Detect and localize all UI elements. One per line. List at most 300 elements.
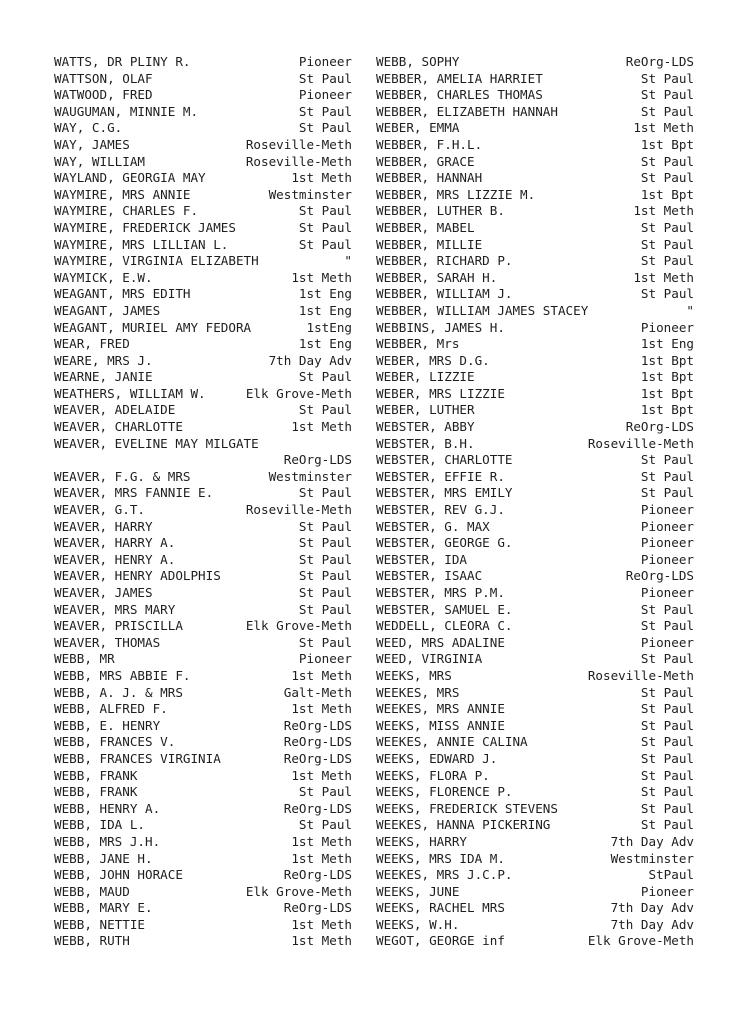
- directory-entry: [54, 618, 352, 635]
- entry-name: WAUGUMAN, MINNIE M.: [54, 103, 199, 119]
- entry-name: WEAVER, CHARLOTTE: [54, 419, 183, 435]
- entry-church: 1stEng: [306, 319, 352, 335]
- directory-entry: [54, 884, 352, 901]
- directory-entry: [54, 220, 352, 237]
- entry-church: ReOrg-LDS: [625, 568, 694, 584]
- entry-church: St Paul: [640, 219, 694, 235]
- entry-church: Pioneer: [640, 551, 694, 567]
- entry-name: WAYMICK, E.W.: [54, 269, 153, 285]
- directory-entry: [54, 651, 352, 668]
- entry-name: WEBB, SOPHY: [376, 54, 460, 69]
- entry-name: WAYLAND, GEORGIA MAY: [54, 170, 206, 186]
- entry-church: St Paul: [640, 452, 694, 468]
- entry-church: 1st Meth: [291, 916, 352, 932]
- entry-name: WEEKS, FLORENCE P.: [376, 784, 513, 800]
- entry-name: WEBBER, CHARLES THOMAS: [376, 87, 543, 103]
- entry-church: Roseville-Meth: [587, 667, 694, 683]
- entry-church: St Paul: [640, 485, 694, 501]
- entry-church: ReOrg-LDS: [283, 800, 352, 816]
- entry-name: WEAVER, HENRY A.: [54, 551, 176, 567]
- entry-church: Pioneer: [640, 535, 694, 551]
- entry-church: ReOrg-LDS: [283, 867, 352, 883]
- entry-church: St Paul: [298, 369, 352, 385]
- entry-name: WATTS, DR PLINY R.: [54, 54, 191, 69]
- directory-entry: [54, 54, 352, 71]
- entry-name: WEBB, FRANCES VIRGINIA: [54, 750, 221, 766]
- entry-name: WEBBER, AMELIA HARRIET: [376, 70, 543, 86]
- entry-name: WEBB, MARY E.: [54, 900, 153, 916]
- entry-church: St Paul: [640, 286, 694, 302]
- directory-entry: [54, 685, 352, 702]
- entry-church: St Paul: [640, 800, 694, 816]
- directory-entry: [376, 187, 694, 204]
- entry-name: WEAGANT, MRS EDITH: [54, 286, 191, 302]
- entry-church: ReOrg-LDS: [283, 717, 352, 733]
- directory-entry: [376, 784, 694, 801]
- entry-name: WEBB, FRANK: [54, 784, 138, 800]
- directory-entry: [54, 286, 352, 303]
- entry-church: 7th Day Adv: [610, 916, 694, 932]
- directory-entry: [376, 386, 694, 403]
- entry-church: 1st Eng: [298, 302, 352, 318]
- entry-church: ReOrg-LDS: [283, 452, 352, 468]
- entry-church: 1st Meth: [291, 701, 352, 717]
- directory-entry: [54, 519, 352, 536]
- directory-entry: [54, 568, 352, 585]
- entry-church: St Paul: [640, 70, 694, 86]
- entry-church: ReOrg-LDS: [283, 900, 352, 916]
- directory-entry: [54, 602, 352, 619]
- entry-church: Roseville-Meth: [245, 136, 352, 152]
- entry-church: 1st Eng: [298, 286, 352, 302]
- directory-entry: [54, 535, 352, 552]
- entry-church: St Paul: [298, 236, 352, 252]
- entry-church: St Paul: [298, 784, 352, 800]
- directory-entry: [54, 369, 352, 386]
- directory-entry: [376, 154, 694, 171]
- entry-church: 1st Eng: [640, 336, 694, 352]
- entry-name: WEEKES, ANNIE CALINA: [376, 734, 528, 750]
- directory-entry: [376, 884, 694, 901]
- entry-church: St Paul: [298, 203, 352, 219]
- entry-name: WEEKS, HARRY: [376, 833, 467, 849]
- entry-name: WEBSTER, ABBY: [376, 419, 475, 435]
- entry-name: WEATHERS, WILLIAM W.: [54, 385, 206, 401]
- directory-entry: [54, 402, 352, 419]
- entry-church: St Paul: [640, 784, 694, 800]
- entry-name: WATWOOD, FRED: [54, 87, 153, 103]
- entry-name: WEED, VIRGINIA: [376, 651, 483, 667]
- entry-name: WEBB, NETTIE: [54, 916, 145, 932]
- entry-church: Pioneer: [640, 502, 694, 518]
- entry-church: Pioneer: [298, 651, 352, 667]
- entry-church: Pioneer: [640, 518, 694, 534]
- entry-church: 7th Day Adv: [610, 900, 694, 916]
- entry-name: WEAVER, HARRY: [54, 518, 153, 534]
- entry-church: 7th Day Adv: [610, 833, 694, 849]
- entry-name: WEBBER, GRACE: [376, 153, 475, 169]
- directory-entry: [54, 303, 352, 320]
- entry-church: Westminster: [268, 468, 352, 484]
- entry-church: St Paul: [640, 750, 694, 766]
- entry-church: St Paul: [298, 518, 352, 534]
- directory-entry: [376, 353, 694, 370]
- directory-entry: [54, 419, 352, 436]
- directory-entry: [376, 618, 694, 635]
- directory-entry: [376, 469, 694, 486]
- entry-name: WEAVER, JAMES: [54, 585, 153, 600]
- directory-entry: [376, 87, 694, 104]
- entry-church: StPaul: [648, 867, 694, 883]
- entry-name: WEBSTER, ISAAC: [376, 568, 483, 584]
- directory-entry: [54, 104, 352, 121]
- entry-name: WEAVER, ADELAIDE: [54, 402, 176, 418]
- directory-entry: [376, 336, 694, 353]
- entry-church: Westminster: [610, 850, 694, 866]
- entry-name: WEEKS, FREDERICK STEVENS: [376, 800, 558, 816]
- entry-church: St Paul: [640, 236, 694, 252]
- entry-name: WEEKS, RACHEL MRS: [376, 900, 505, 916]
- entry-church: St Paul: [298, 535, 352, 551]
- directory-entry: [376, 170, 694, 187]
- entry-church: 1st Eng: [298, 336, 352, 352]
- directory-entry: [54, 768, 352, 785]
- directory-entry: [376, 817, 694, 834]
- entry-church: St Paul: [298, 485, 352, 501]
- directory-entry: [54, 187, 352, 204]
- directory-entry: [376, 270, 694, 287]
- entry-church: Pioneer: [298, 54, 352, 69]
- entry-church: ReOrg-LDS: [283, 734, 352, 750]
- directory-entry: [54, 469, 352, 486]
- entry-name: WEBB, A. J. & MRS: [54, 684, 183, 700]
- entry-name: WEBSTER, GEORGE G.: [376, 535, 513, 551]
- directory-entry: [376, 685, 694, 702]
- entry-name: WEBB, FRANK: [54, 767, 138, 783]
- entry-church: St Paul: [298, 402, 352, 418]
- directory-entry: [54, 834, 352, 851]
- entry-church: 1st Bpt: [640, 352, 694, 368]
- entry-name: WEAVER, HENRY ADOLPHIS: [54, 568, 221, 584]
- entry-name: WEBBER, ELIZABETH HANNAH: [376, 103, 558, 119]
- entry-name: WEAVER, HARRY A.: [54, 535, 176, 551]
- entry-name: WEAR, FRED: [54, 336, 130, 352]
- entry-name: WEBER, MRS D.G.: [376, 352, 490, 368]
- entry-church: St Paul: [298, 568, 352, 584]
- entry-name: WEBBER, RICHARD P.: [376, 253, 513, 269]
- entry-name: WEBB, FRANCES V.: [54, 734, 176, 750]
- entry-name: WEBB, JANE H.: [54, 850, 153, 866]
- entry-name: WEEKS, W.H.: [376, 916, 460, 932]
- entry-church: ": [344, 253, 352, 269]
- entry-church: Pioneer: [640, 634, 694, 650]
- entry-name: WEBSTER, EFFIE R.: [376, 468, 505, 484]
- entry-name: WEBSTER, B.H.: [376, 435, 475, 451]
- entry-name: WEEKS, EDWARD J.: [376, 750, 498, 766]
- directory-entry: [376, 635, 694, 652]
- entry-church: Roseville-Meth: [245, 502, 352, 518]
- directory-entry: [376, 834, 694, 851]
- entry-church: 1st Meth: [291, 170, 352, 186]
- directory-entry: [54, 502, 352, 519]
- directory-entry: [54, 851, 352, 868]
- entry-name: WEBBER, MABEL: [376, 219, 475, 235]
- entry-name: WEBER, LUTHER: [376, 402, 475, 418]
- entry-name: WEBBER, WILLIAM JAMES STACEY: [376, 302, 589, 318]
- entry-church: 1st Bpt: [640, 385, 694, 401]
- entry-church: 1st Meth: [291, 667, 352, 683]
- entry-name: WEGOT, GEORGE inf: [376, 933, 505, 949]
- entry-church: Elk Grove-Meth: [245, 883, 352, 899]
- entry-name: WEBER, MRS LIZZIE: [376, 385, 505, 401]
- entry-name: WAY, WILLIAM: [54, 153, 145, 169]
- entry-church: Pioneer: [640, 585, 694, 600]
- directory-entry: [54, 668, 352, 685]
- entry-name: WEAVER, G.T.: [54, 502, 145, 518]
- directory-entry: [376, 237, 694, 254]
- entry-church: St Paul: [640, 87, 694, 103]
- directory-entry: [376, 585, 694, 602]
- entry-church: St Paul: [640, 253, 694, 269]
- entry-church: 1st Meth: [633, 120, 694, 136]
- entry-name: WEBSTER, MRS EMILY: [376, 485, 513, 501]
- directory-entry: [54, 120, 352, 137]
- directory-entry: [54, 170, 352, 187]
- directory-entry: [54, 71, 352, 88]
- entry-church: St Paul: [640, 468, 694, 484]
- directory-entry: [376, 71, 694, 88]
- entry-name: WEBB, MAUD: [54, 883, 130, 899]
- entry-name: WEBBER, LUTHER B.: [376, 203, 505, 219]
- entry-church: St Paul: [640, 717, 694, 733]
- directory-entry: [376, 701, 694, 718]
- entry-name: WATTSON, OLAF: [54, 70, 153, 86]
- entry-church: Pioneer: [298, 87, 352, 103]
- directory-entry: [376, 286, 694, 303]
- entry-church: ReOrg-LDS: [625, 54, 694, 69]
- entry-name: WEBB, MR: [54, 651, 115, 667]
- entry-church: St Paul: [640, 170, 694, 186]
- entry-name: WEBBER, MILLIE: [376, 236, 483, 252]
- entry-church: St Paul: [640, 684, 694, 700]
- entry-church: 7th Day Adv: [268, 352, 352, 368]
- entry-church: St Paul: [640, 817, 694, 833]
- entry-name: WEEKS, MISS ANNIE: [376, 717, 505, 733]
- directory-entry: [376, 535, 694, 552]
- entry-church: ReOrg-LDS: [283, 750, 352, 766]
- directory-entry: [54, 154, 352, 171]
- directory-entry: [376, 602, 694, 619]
- entry-name: WEEKES, HANNA PICKERING: [376, 817, 551, 833]
- entry-name: WAYMIRE, MRS ANNIE: [54, 186, 191, 202]
- directory-entry: [376, 137, 694, 154]
- directory-entry: [54, 353, 352, 370]
- entry-church: ReOrg-LDS: [625, 419, 694, 435]
- entry-church: 1st Meth: [291, 933, 352, 949]
- directory-entry: [376, 519, 694, 536]
- directory-entry: [376, 485, 694, 502]
- entry-church: 1st Meth: [291, 850, 352, 866]
- entry-name: WEAVER, MRS MARY: [54, 601, 176, 617]
- entry-church: Roseville-Meth: [245, 153, 352, 169]
- entry-church: Roseville-Meth: [587, 435, 694, 451]
- entry-name: WEEKS, JUNE: [376, 883, 460, 899]
- entry-name: WEBB, IDA L.: [54, 817, 145, 833]
- entry-name: WEBSTER, MRS P.M.: [376, 585, 505, 600]
- entry-church: St Paul: [298, 551, 352, 567]
- entry-church: Westminster: [268, 186, 352, 202]
- entry-name: WEBBER, Mrs: [376, 336, 460, 352]
- entry-name: WAYMIRE, CHARLES F.: [54, 203, 199, 219]
- entry-name: WEBSTER, REV G.J.: [376, 502, 505, 518]
- entry-name: WEBB, JOHN HORACE: [54, 867, 183, 883]
- entry-name: WEBB, HENRY A.: [54, 800, 161, 816]
- entry-name: WEBER, LIZZIE: [376, 369, 475, 385]
- entry-church: St Paul: [640, 651, 694, 667]
- directory-entry: [376, 734, 694, 751]
- entry-church: St Paul: [298, 70, 352, 86]
- entry-church: 1st Meth: [633, 269, 694, 285]
- directory-entry: [376, 120, 694, 137]
- directory-entry: [376, 419, 694, 436]
- entry-name: WEEKES, MRS: [376, 684, 460, 700]
- directory-entry: [54, 485, 352, 502]
- entry-name: WEEKS, FLORA P.: [376, 767, 490, 783]
- entry-church: 1st Bpt: [640, 186, 694, 202]
- entry-church: St Paul: [298, 817, 352, 833]
- entry-church: Pioneer: [640, 319, 694, 335]
- entry-name: WEAVER, THOMAS: [54, 634, 161, 650]
- entry-church: St Paul: [640, 153, 694, 169]
- left-column: [54, 54, 352, 950]
- entry-church: 1st Meth: [633, 203, 694, 219]
- entry-name: WEBSTER, CHARLOTTE: [376, 452, 513, 468]
- entry-church: 1st Bpt: [640, 402, 694, 418]
- entry-church: St Paul: [298, 601, 352, 617]
- entry-church: St Paul: [640, 734, 694, 750]
- entry-name: WEBB, RUTH: [54, 933, 130, 949]
- entry-church: 1st Bpt: [640, 369, 694, 385]
- entry-church: 1st Meth: [291, 767, 352, 783]
- directory-entry: [376, 867, 694, 884]
- directory-entry: [376, 851, 694, 868]
- entry-church: Elk Grove-Meth: [245, 385, 352, 401]
- directory-entry: [376, 668, 694, 685]
- entry-name: WEBB, E. HENRY: [54, 717, 161, 733]
- entry-church: St Paul: [640, 618, 694, 634]
- directory-entry: [376, 436, 694, 453]
- directory-entry: [54, 933, 352, 950]
- directory-entry: [376, 369, 694, 386]
- directory-entry: [54, 552, 352, 569]
- entry-name: WEAVER, EVELINE MAY MILGATE: [54, 435, 259, 451]
- directory-entry: [54, 751, 352, 768]
- entry-name: WEBB, MRS ABBIE F.: [54, 667, 191, 683]
- directory-entry: [54, 817, 352, 834]
- right-column: [376, 54, 694, 950]
- entry-church: 1st Meth: [291, 269, 352, 285]
- entry-name: WAY, JAMES: [54, 136, 130, 152]
- directory-entry: [54, 253, 352, 270]
- entry-name: WEAVER, PRISCILLA: [54, 618, 183, 634]
- entry-church: St Paul: [298, 634, 352, 650]
- directory-entry: [376, 402, 694, 419]
- entry-name: WEARE, MRS J.: [54, 352, 153, 368]
- entry-name: WEED, MRS ADALINE: [376, 634, 505, 650]
- directory-entry: [54, 436, 352, 469]
- entry-name: WEBER, EMMA: [376, 120, 460, 136]
- directory-entry: [54, 635, 352, 652]
- directory-entry: [376, 552, 694, 569]
- entry-name: WEBSTER, G. MAX: [376, 518, 490, 534]
- directory-entry: [54, 336, 352, 353]
- entry-name: WEBB, ALFRED F.: [54, 701, 168, 717]
- entry-church: Galt-Meth: [283, 684, 352, 700]
- entry-name: WAY, C.G.: [54, 120, 123, 136]
- entry-name: WEBSTER, IDA: [376, 551, 467, 567]
- entry-church: 1st Bpt: [640, 136, 694, 152]
- directory-entry: [376, 933, 694, 950]
- directory-entry: [54, 270, 352, 287]
- entry-church: St Paul: [640, 767, 694, 783]
- directory-entry: [376, 568, 694, 585]
- entry-name: WEBSTER, SAMUEL E.: [376, 601, 513, 617]
- directory-entry: [376, 54, 694, 71]
- directory-entry: [54, 801, 352, 818]
- directory-entry: [54, 320, 352, 337]
- entry-church: ": [686, 302, 694, 318]
- entry-church: 1st Meth: [291, 419, 352, 435]
- directory-entry: [376, 917, 694, 934]
- directory-entry: [54, 386, 352, 403]
- entry-name: WEEKES, MRS J.C.P.: [376, 867, 513, 883]
- directory-entry: [376, 203, 694, 220]
- entry-church: St Paul: [298, 103, 352, 119]
- entry-name: WEAGANT, MURIEL AMY FEDORA: [54, 319, 252, 335]
- directory-entry: [376, 801, 694, 818]
- entry-church: 1st Meth: [291, 833, 352, 849]
- entry-church: St Paul: [298, 120, 352, 136]
- entry-church: St Paul: [298, 585, 352, 600]
- directory-entry: [376, 220, 694, 237]
- entry-name: WEEKES, MRS ANNIE: [376, 701, 505, 717]
- entry-church: St Paul: [640, 701, 694, 717]
- directory-entry: [54, 585, 352, 602]
- entry-name: WEBBINS, JAMES H.: [376, 319, 505, 335]
- entry-church: St Paul: [640, 601, 694, 617]
- directory-entry: [54, 917, 352, 934]
- directory-entry: [376, 751, 694, 768]
- directory-entry: [54, 867, 352, 884]
- entry-name: WEBBER, MRS LIZZIE M.: [376, 186, 536, 202]
- directory-entry: [54, 718, 352, 735]
- entry-church: St Paul: [298, 219, 352, 235]
- entry-name: WEBB, MRS J.H.: [54, 833, 161, 849]
- directory-entry: [376, 452, 694, 469]
- directory-entry: [376, 320, 694, 337]
- directory-entry: [54, 701, 352, 718]
- directory-entry: [376, 502, 694, 519]
- directory-entry: [376, 104, 694, 121]
- entry-name: WAYMIRE, MRS LILLIAN L.: [54, 236, 229, 252]
- entry-name: WEBBER, F.H.L.: [376, 136, 483, 152]
- entry-name: WEBBER, SARAH H.: [376, 269, 498, 285]
- entry-name: WEAVER, F.G. & MRS: [54, 468, 191, 484]
- entry-church: St Paul: [640, 103, 694, 119]
- directory-entry: [54, 203, 352, 220]
- entry-church: Elk Grove-Meth: [587, 933, 694, 949]
- entry-name: WEAVER, MRS FANNIE E.: [54, 485, 214, 501]
